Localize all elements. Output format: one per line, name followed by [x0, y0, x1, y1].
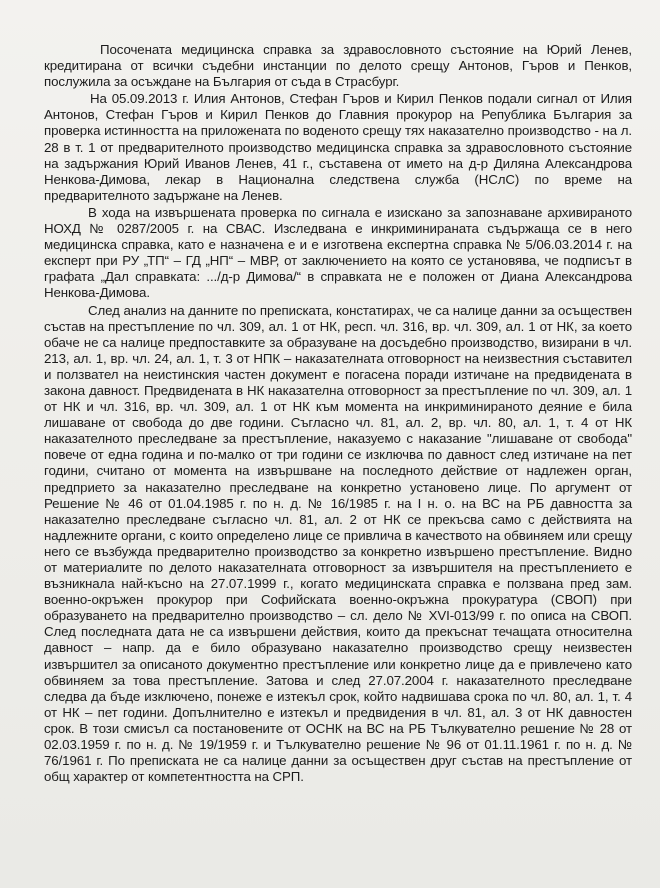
paragraph-inspection: В хода на извършената проверка по сигнала е изискано за запознаване архивираното НОХД № 0287/2005 г. на СВАС. Изследвана е инкриминираната съдържаща се в него медицинска справка, като е назначена е и е изготвена експертна справка № 5/06.03.2014 г. на експерт при РУ „ТП“ – ГД „НП“ – МВР, от заключението на която се установява, че подписът в графата „Дал справката: .../д-р Димова/“ в справката не е положен от Диана Александрова Ненкова-Димова.	[44, 204, 632, 301]
paragraph-analysis: След анализ на данните по преписката, констатирах, че са налице данни за осъществен състав на престъпление по чл. 309, ал. 1 от НК, респ. чл. 316, вр. чл. 309, ал. 1 от НК, за което обаче не са налице предпоставките за образуване на досъдебно производство, визирани в чл. 213, ал. 1, вр. чл. 24, ал. 1, т. 3 от НПК – наказателната отговорност на неизвестния съставител и ползвател на неистинския частен документ е погасена поради изтичане на предвидената в закона давност. Предвидената в НК наказателна отговорност за престъпление по чл. 309, ал. 1 от НК и чл. 316, вр. чл. 309, ал. 1 от НК към момента на инкриминираното деяние е била лишаване от свобода до две години. Съгласно чл. 81, ал. 2, вр. чл. 80, ал. 1, т. 4 от НК наказателното преследване за престъпление, наказуемо с наказание "лишаване от свобода" повече от една година и по-малко от три години се изключва по давност след изтичане на пет години, считано от момента на извършване на последното действие от надлежен орган, предприето за наказателно преследване на конкретно установено лице. По аргумент от Решение № 46 от 01.04.1985 г. по н. д. № 16/1985 г. на I н. о. на ВС на РБ давността за наказателно преследване съгласно чл. 81, ал. 2 от НК се прекъсва само с действията на надлежните органи, с които определено лице се привлича в качеството на обвиняем или срещу него се възбужда предварително производство за конкретно извършено престъпление. Видно от материалите по делото наказателната отговорност за извършителя на престъплението е възникнала най-късно на 27.07.1999 г., когато медицинската справка е ползвана пред зам. военно-окръжен прокурор при Софийската военно-окръжна прокуратура (СВОП) при образуването на предварително производство – сл. дело № XVI-013/99 г. по описа на СВОП. След последната дата не са извършени действия, които да прекъснат течащата относителна давност – напр. да е било образувано наказателно производство срещу неизвестен извършител за описаното документно престъпление или конкретно лице да е привлечено като обвиняем за това престъпление. Затова и след 27.07.2004 г. наказателното преследване следва да бъде изключено, понеже е изтекъл срок, който надвишава срока по чл. 80, ал. 1, т. 4 от НК – пет години. Допълнително е изтекъл и предвидения в чл. 81, ал. 3 от НК давностен срок. В този смисъл са постановените от ОСНК на ВС на РБ Тълкувателно решение № 28 от 02.03.1959 г. по н. д. № 19/1959 г. и Тълкувателно решение № 96 от 01.11.1961 г. по н. д. № 76/1961 г. По преписката не са налице данни за осъществен друг състав на престъпление от общ характер от компетентността на СРП.	[44, 302, 632, 785]
document-body	[44, 42, 632, 785]
paragraph-medical-report: Посочената медицинска справка за здравословното състояние на Юрий Ленев, кредитирана от всички съдебни инстанции по делото срещу Антонов, Гъров и Пенков, послужила за осъждане на България от съда в Страсбург.	[44, 42, 632, 90]
paragraph-signal: На 05.09.2013 г. Илия Антонов, Стефан Гъров и Кирил Пенков подали сигнал от Илия Антонов, Стефан Гъров и Кирил Пенков до Главния прокурор на Република България за проверка истинността на приложената по воденото срещу тях наказателно производство - на л. 28 в т. 1 от предварителното производство медицинска справка за здравословното състояние на задържания Юрий Иванов Ленев, 41 г., съставена от името на д-р Диляна Александрова Ненкова-Димова, лекар в Национална следствена служба (НСлС) по време на предварителното задържане на Ленев.	[44, 91, 632, 203]
